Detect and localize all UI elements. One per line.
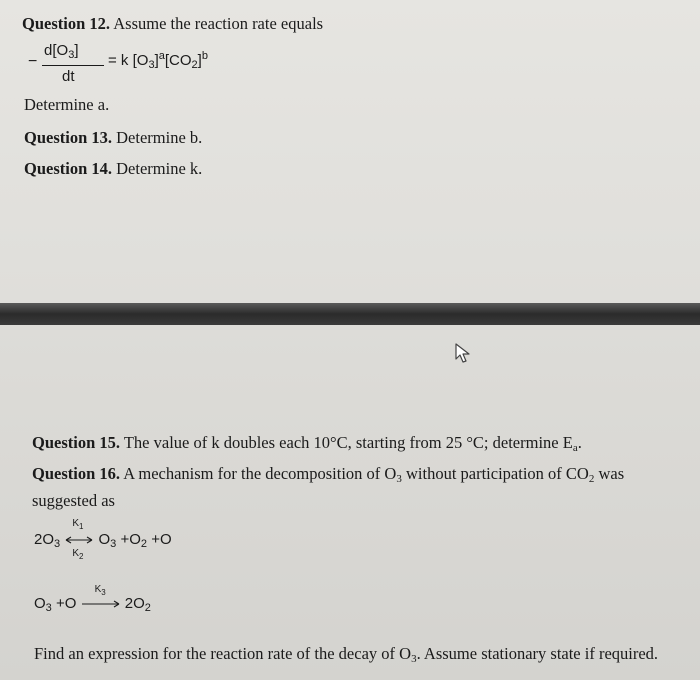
k3-label: $K_3$ [94,584,106,597]
forward-arrow [81,584,121,614]
reaction-1: $2O_3$ $K_1$ $K_2$ $O_3 +O_2 +O$ [34,518,172,561]
question-16-line2: suggested as [32,491,115,510]
equilibrium-arrow [64,518,94,561]
question-13 [24,128,202,148]
question-16-final: Find an expression for the reaction rate of the decay of $O_3$. Assume stationary state if required. [34,644,659,665]
reaction-2: $O_3 +O$ $K_3$ $2O_2$ [34,584,151,614]
question-13-label: Question 13. [24,128,113,147]
double-arrow-icon [64,530,94,550]
question-15: Question 15. The value of k doubles each 10°C, starting from 25 °C; determine $E_a$. [32,433,582,454]
equation-numerator: $d[O_3]$ [44,42,79,61]
section-divider [0,303,700,325]
question-12-text: Assume the reaction rate equals [113,14,324,33]
equation-denominator: dt [62,68,75,85]
mouse-pointer-icon [455,343,471,363]
question-12-label: Question 12. [22,14,111,33]
question-16: Question 16. A mechanism for the decomposition of $O_3$ without participation of $CO_2$ was [32,464,625,485]
rate-equation [28,40,228,92]
right-arrow-icon [81,594,121,614]
equation-rhs: = k $[O_3]^a[CO_2]^b$ [108,50,208,71]
question-12-determine: Determine a. [24,95,110,114]
question-16-label: Question 16. [32,464,121,483]
question-14-label: Question 14. [24,159,113,178]
question-14-text: Determine k. [116,159,203,178]
fraction-bar [42,65,104,66]
question-12-heading [22,14,323,34]
question-15-label: Question 15. [32,433,121,452]
question-15-text: The value of k doubles each 10°C, starting from 25 °C; determine E [123,433,573,452]
question-13-text: Determine b. [116,128,203,147]
equation-minus: − [28,53,38,70]
k2-label: $K_2$ [72,548,84,561]
k1-label: $K_1$ [72,518,84,531]
question-14 [24,159,202,179]
